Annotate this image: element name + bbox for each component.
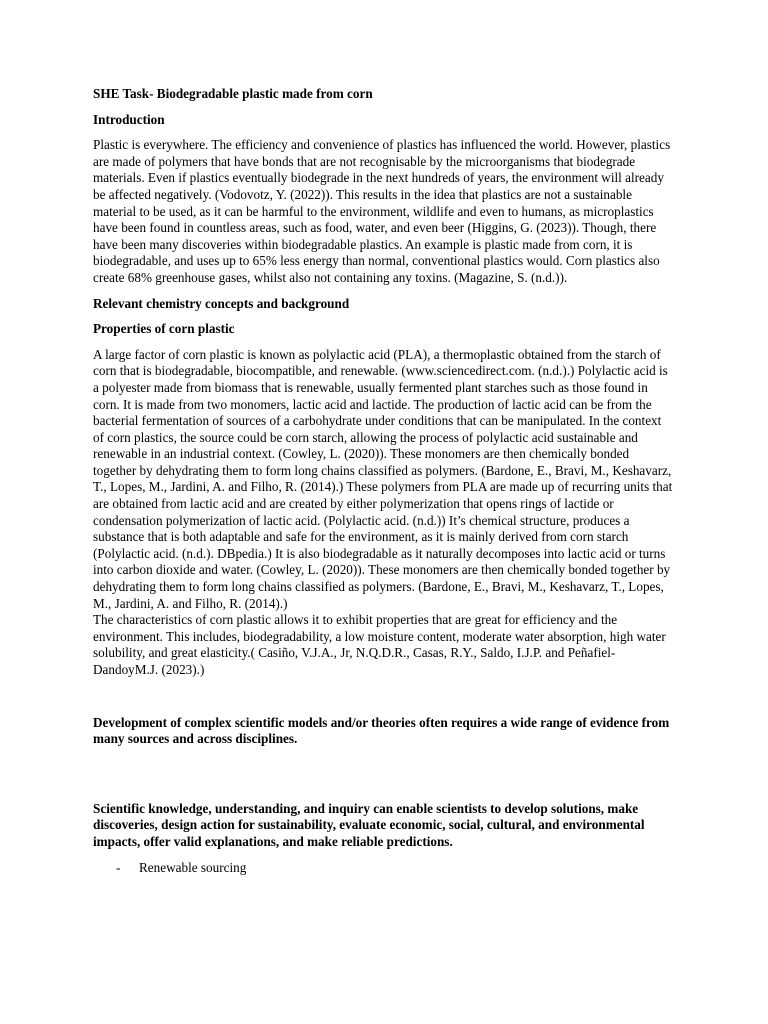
properties-heading: Properties of corn plastic: [93, 321, 235, 337]
spacer: [93, 679, 673, 715]
list-item: [93, 860, 673, 877]
chemistry-heading: Relevant chemistry concepts and background: [93, 295, 350, 311]
spacer: [93, 748, 673, 801]
list-marker: -: [116, 859, 121, 875]
document-page: [93, 86, 673, 876]
list-item-text: Renewable sourcing: [139, 859, 247, 875]
document-title: SHE Task- Biodegradable plastic made from corn: [93, 86, 373, 101]
development-statement: Development of complex scientific models and/or theories often requires a wide range of evidence from many sources and across disciplines.: [93, 714, 670, 747]
bullet-list: [93, 860, 673, 877]
properties-paragraph: A large factor of corn plastic is known as polylactic acid (PLA), a thermoplastic obtained from the starch of corn that is biodegradable, biocompatible, and renewable. (www.sciencedirect.com. (n.d.).) Polylactic acid is a polyester made from biomass that is renewable, usually fermented plant starches such as those found in corn. It is made from two monomers, lactic acid and lactide. The production of lactic acid can be from the bacterial fermentation of sources of a carbohydrate under conditions that can be manipulated. In the context of corn plastics, the source could be corn starch, allowing the process of polylactic acid sustainable and renewable in an industrial context. (Cowley, L. (2020)). These monomers are then chemically bonded together by dehydrating them to form long chains classified as polymers. (Bardone, E., Bravi, M., Keshavarz, T., Lopes, M., Jardini, A. and Filho, R. (2014).) These polymers from PLA are made up of recurring units that are obtained from lactic acid and are created by either polymerization that opens rings of lactide or condensation polymerization of lactic acid. (Polylactic acid. (n.d.)) It’s chemical structure, produces a substance that is both adaptable and safe for the environment, as it is mainly derived from corn starch (Polylactic acid. (n.d.). DBpedia.) It is also biodegradable as it naturally decomposes into lactic acid or turns into carbon dioxide and water. (Cowley, L. (2020)). These monomers are then chemically bonded together by dehydrating them to form long chains classified as polymers. (Bardone, E., Bravi, M., Keshavarz, T., Lopes, M., Jardini, A. and Filho, R. (2014).): [93, 346, 673, 611]
characteristics-paragraph: The characteristics of corn plastic allows it to exhibit properties that are great for efficiency and the environment. This includes, biodegradability, a low moisture content, moderate water absorption, high water solubility, and great elasticity.( Casiño, V.J.A., Jr, N.Q.D.R., Casas, R.Y., Saldo, I.J.P. and Peñafiel-DandoyM.J. (2023).): [93, 612, 666, 677]
introduction-heading: Introduction: [93, 111, 165, 127]
introduction-paragraph: Plastic is everywhere. The efficiency and convenience of plastics has influenced the world. However, plastics are made of polymers that have bonds that are not recognisable by the microorganisms that biodegrade materials. Even if plastics eventually biodegrade in the next hundreds of years, the environment will already be affected negatively. (Vodovotz, Y. (2022)). This results in the idea that plastics are not a sustainable material to be used, as it can be harmful to the environment, wildlife and even to humans, as microplastics have been found in countless areas, such as food, water, and even beer (Higgins, G. (2023)). Though, there have been many discoveries within biodegradable plastics. An example is plastic made from corn, it is biodegradable, and uses up to 65% less energy than normal, conventional plastics would. Corn plastics also create 68% greenhouse gases, whilst also not containing any toxins. (Magazine, S. (n.d.)).: [93, 137, 671, 285]
knowledge-statement: Scientific knowledge, understanding, and inquiry can enable scientists to develop solutions, make discoveries, design action for sustainability, evaluate economic, social, cultural, and environmental impacts, offer valid explanations, and make reliable predictions.: [93, 800, 645, 849]
